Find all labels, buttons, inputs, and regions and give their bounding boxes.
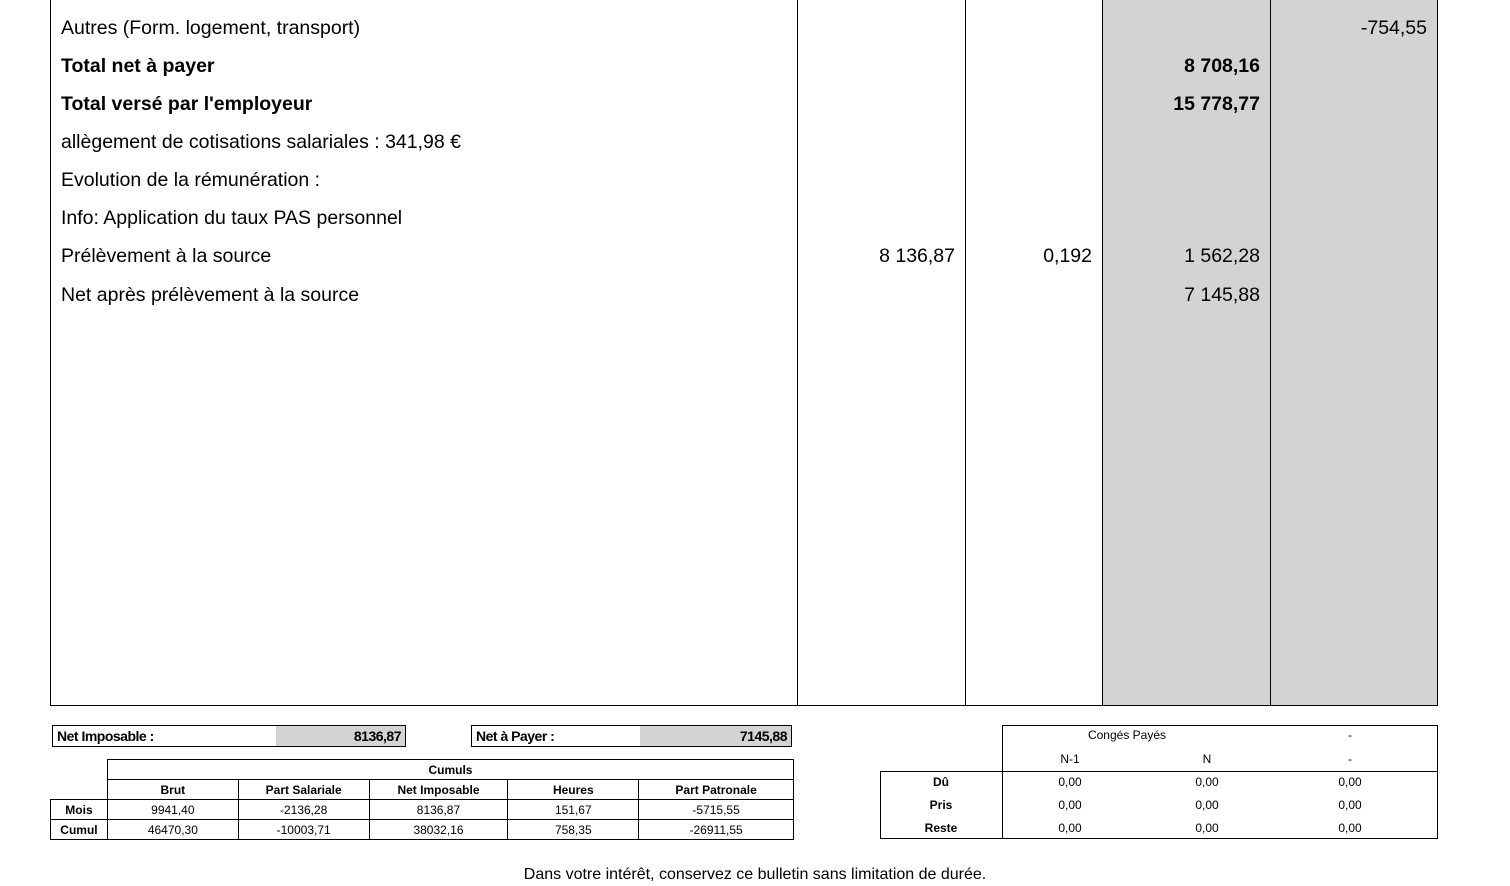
conges-cell: 0,00 (1058, 821, 1082, 835)
conges-title: Congés Payés (1087, 728, 1167, 742)
cumuls-cell: -5715,55 (639, 800, 794, 820)
conges-cell: 0,00 (1058, 775, 1082, 789)
table-row (50, 17, 1438, 47)
cumuls-cell: 8136,87 (369, 800, 508, 820)
cumuls-cell: 9941,40 (107, 800, 238, 820)
conges-cell: 0,00 (1195, 798, 1219, 812)
row-label: Evolution de la rémunération : (61, 169, 321, 191)
net-imposable-label: Net Imposable : (57, 728, 154, 744)
net-a-payer-label: Net à Payer : (476, 728, 555, 744)
row-label: Total versé par l'employeur (61, 93, 313, 115)
cumuls-cell: 38032,16 (369, 820, 508, 840)
row-patronal: -754,55 (1360, 17, 1427, 39)
row-label: Info: Application du taux PAS personnel (61, 207, 403, 229)
conges-cell: 0,00 (1338, 775, 1362, 789)
row-salarie: 1 562,28 (1184, 245, 1260, 267)
row-label: allègement de cotisations salariales : 341,98 € (61, 131, 461, 153)
footer-notice: Dans votre intérêt, conservez ce bulletin sans limitation de durée. (523, 866, 987, 883)
row-base: 8 136,87 (879, 245, 955, 267)
conges-header: - (1348, 752, 1352, 766)
table-row (51, 820, 794, 840)
table-row (50, 93, 1438, 123)
conges-cell: 0,00 (1195, 775, 1219, 789)
row-label: Total net à payer (61, 55, 215, 77)
conges-row-label: Dû (933, 775, 949, 789)
net-a-payer-box (471, 725, 792, 747)
cumuls-title: Cumuls (107, 760, 793, 780)
table-row (50, 245, 1438, 275)
conges-payes-table (880, 725, 1438, 839)
cumuls-header: Heures (508, 780, 639, 800)
table-row (50, 55, 1438, 85)
cumuls-table (50, 759, 794, 840)
conges-cell: 0,00 (1338, 821, 1362, 835)
table-row (50, 131, 1438, 161)
cumuls-cell: 151,67 (508, 800, 639, 820)
cumuls-cell: -2136,28 (238, 800, 369, 820)
table-row (50, 207, 1438, 237)
border-bottom (50, 705, 1438, 706)
row-salarie: 15 778,77 (1173, 93, 1260, 115)
row-label: Autres (Form. logement, transport) (61, 17, 361, 39)
conges-cell: 0,00 (1195, 821, 1219, 835)
cumuls-row-label: Cumul (51, 820, 108, 840)
net-imposable-value: 8136,87 (353, 728, 401, 744)
conges-cell: 0,00 (1338, 798, 1362, 812)
conges-row-label: Reste (924, 821, 958, 835)
conges-title-extra: - (1348, 728, 1352, 742)
cumuls-cell: 758,35 (508, 820, 639, 840)
cumuls-cell: -26911,55 (639, 820, 794, 840)
payslip-lines-table (50, 0, 1438, 706)
cumuls-cell: 46470,30 (107, 820, 238, 840)
conges-header: N-1 (1060, 752, 1080, 766)
conges-divider (1002, 771, 1003, 839)
cumuls-row-label: Mois (51, 800, 108, 820)
cumuls-header: Part Salariale (238, 780, 369, 800)
table-row (51, 800, 794, 820)
row-label: Prélèvement à la source (61, 245, 272, 267)
conges-cell: 0,00 (1058, 798, 1082, 812)
table-row (50, 169, 1438, 199)
row-salarie: 7 145,88 (1184, 284, 1260, 306)
table-row (50, 284, 1438, 314)
net-imposable-box (52, 725, 406, 747)
conges-header: N (1202, 752, 1212, 766)
cumuls-header: Brut (107, 780, 238, 800)
row-taux: 0,192 (1043, 245, 1092, 267)
cumuls-header: Part Patronale (639, 780, 794, 800)
net-a-payer-value: 7145,88 (739, 728, 787, 744)
cumuls-cell: -10003,71 (238, 820, 369, 840)
row-salarie: 8 708,16 (1184, 55, 1260, 77)
conges-row-label: Pris (929, 798, 953, 812)
row-label: Net après prélèvement à la source (61, 284, 360, 306)
cumuls-header: Net Imposable (369, 780, 508, 800)
